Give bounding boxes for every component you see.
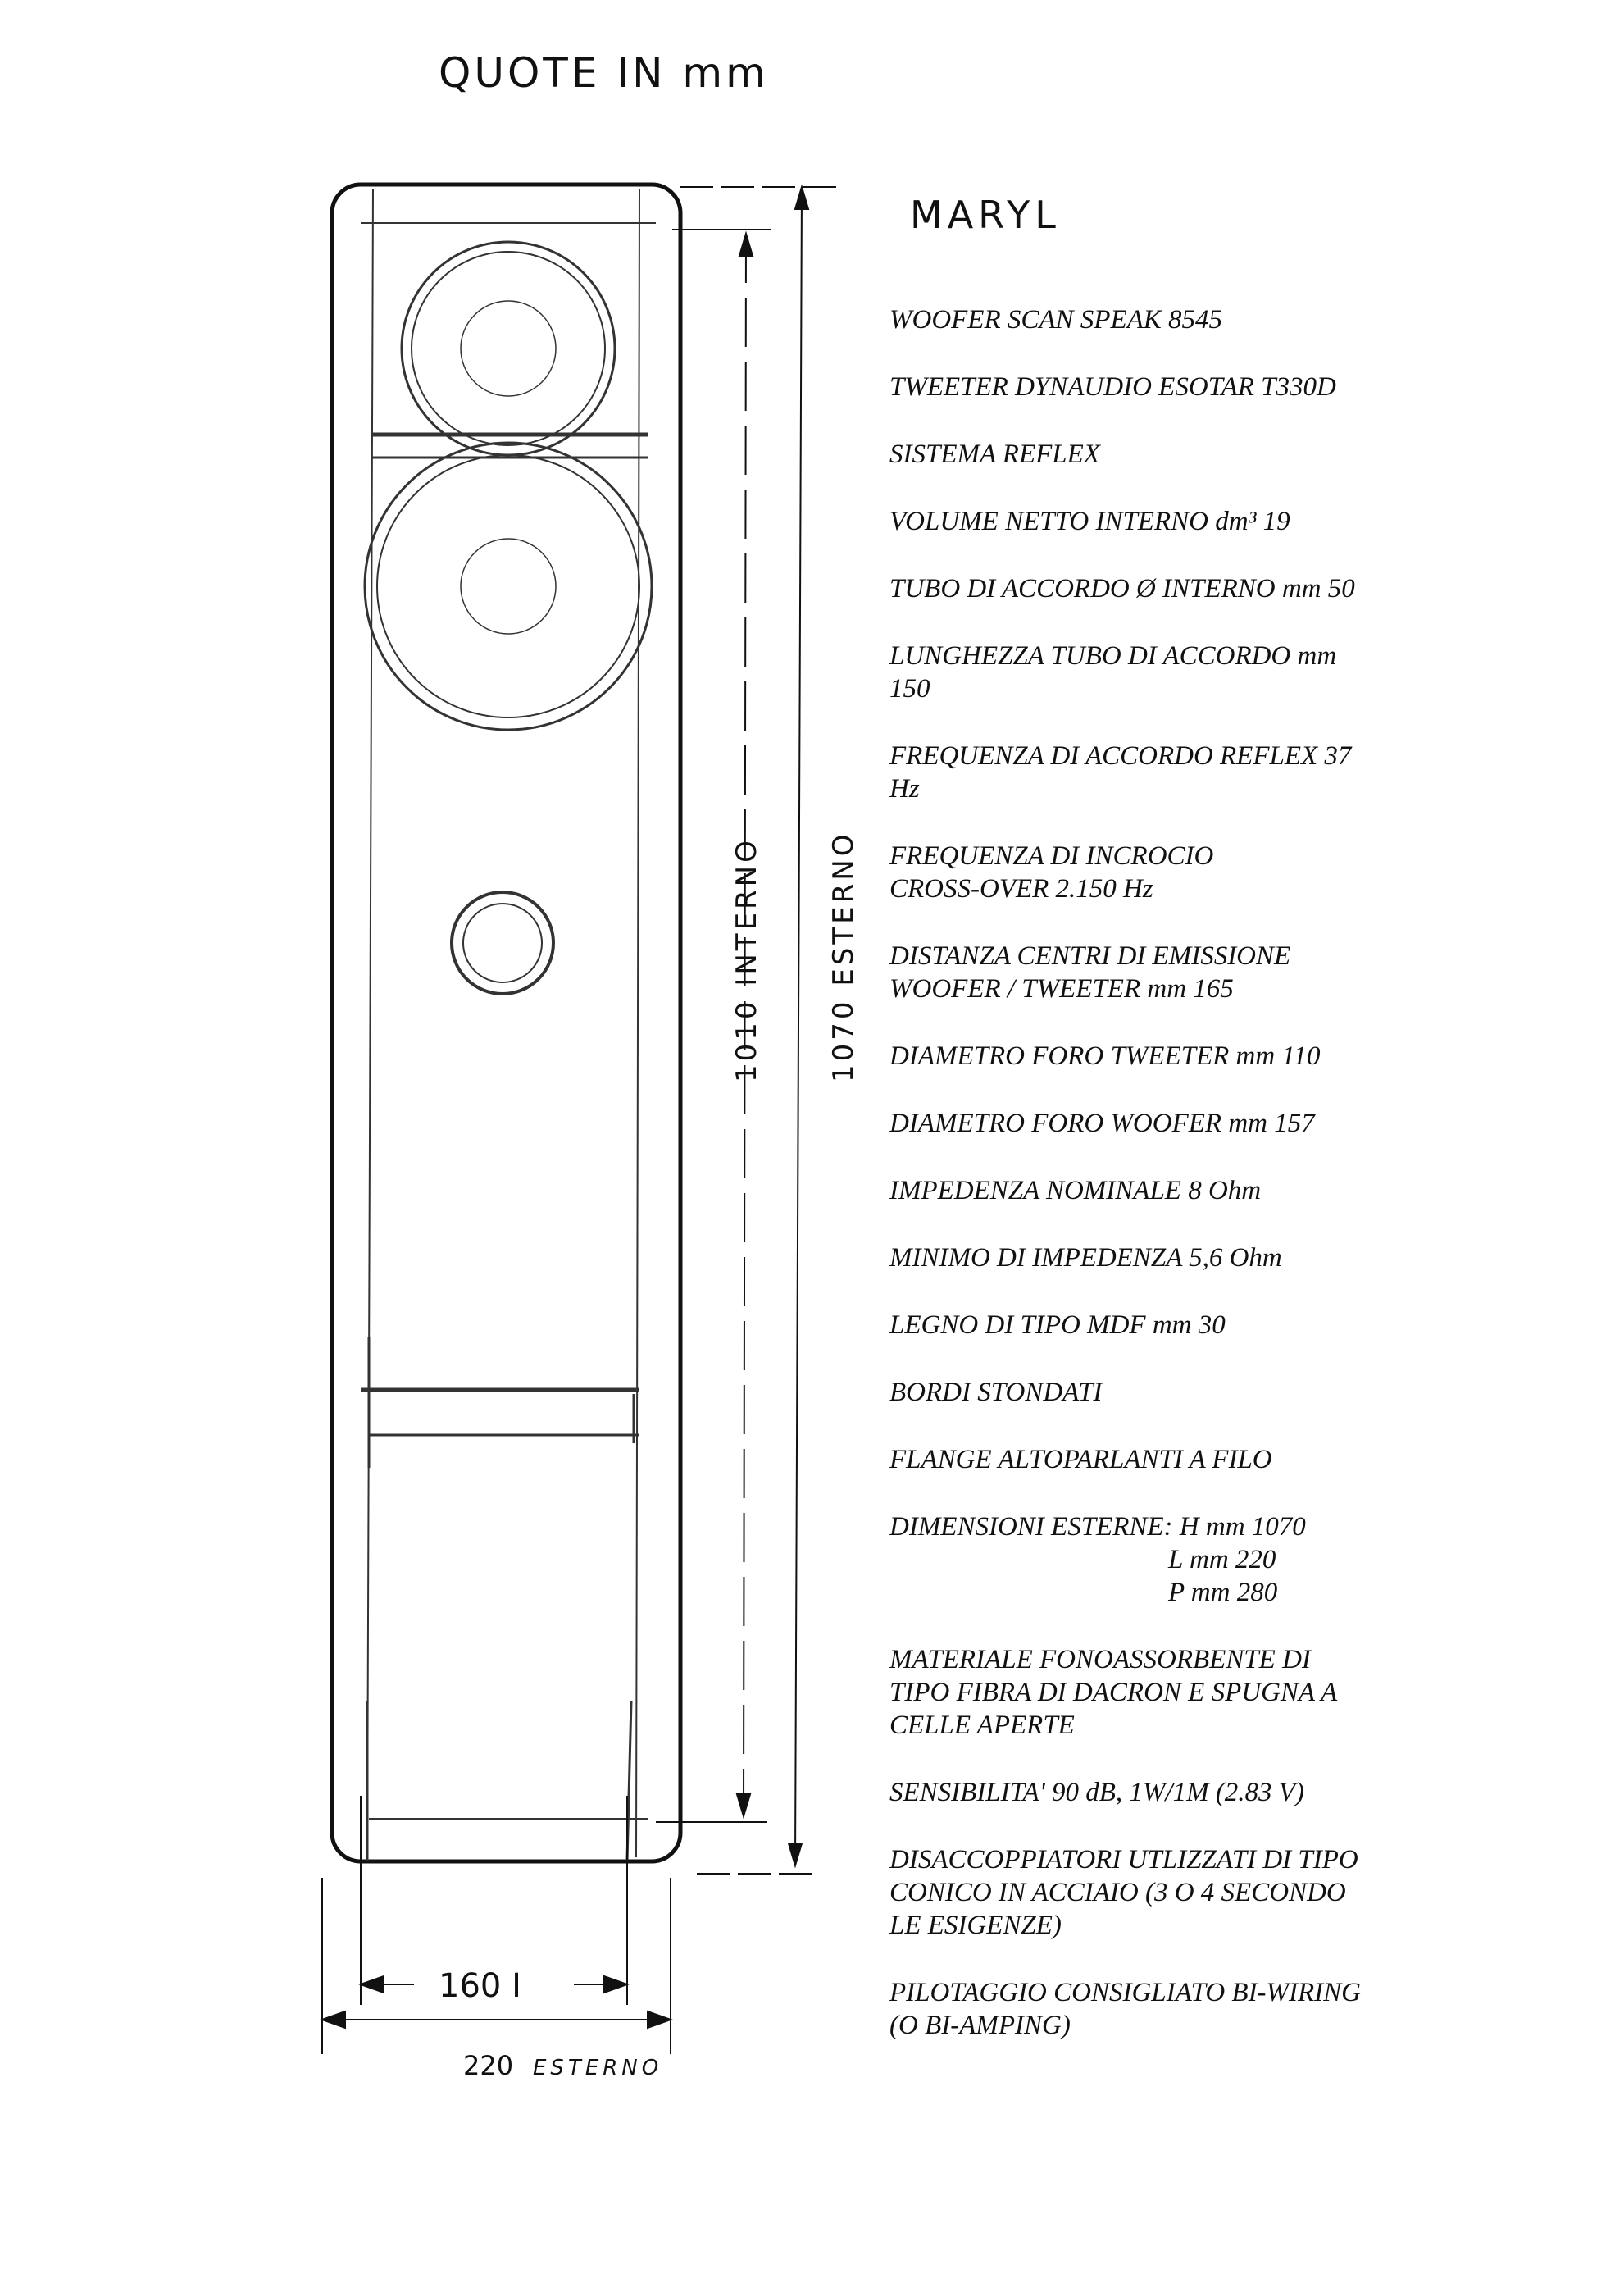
dim-external-arrow-top: [795, 187, 808, 209]
dim-external-width-arrow-right: [648, 2011, 671, 2028]
spec-item: [889, 740, 1463, 805]
spec-line: VOLUME NETTO INTERNO dm³ 19: [889, 507, 1290, 536]
spec-line: TWEETER DYNAUDIO ESOTAR T330D: [889, 372, 1336, 402]
spec-line: MATERIALE FONOASSORBENTE DI: [889, 1645, 1311, 1674]
spec-line: LUNGHEZZA TUBO DI ACCORDO mm: [889, 641, 1337, 671]
spec-line: DISTANZA CENTRI DI EMISSIONE: [889, 941, 1291, 971]
inner-wall-right: [636, 189, 639, 1857]
spec-line: TIPO FIBRA DI DACRON E SPUGNA A: [889, 1678, 1338, 1707]
spec-item: [889, 940, 1463, 1005]
spec-item: [889, 1174, 1463, 1207]
spec-line: MINIMO DI IMPEDENZA 5,6 Ohm: [889, 1243, 1282, 1273]
spec-line: DIMENSIONI ESTERNE: H mm 1070: [889, 1512, 1306, 1542]
spec-line: WOOFER SCAN SPEAK 8545: [889, 305, 1223, 335]
dim-internal-height-label: 1010 INTERNO: [730, 837, 763, 1082]
dim-external-width-label: ESTERNO: [533, 2056, 663, 2080]
spec-line: FLANGE ALTOPARLANTI A FILO: [889, 1445, 1272, 1474]
dim-internal-width-arrow-right: [604, 1976, 627, 1993]
spec-line: PILOTAGGIO CONSIGLIATO BI-WIRING: [889, 1978, 1362, 2007]
spec-item: [889, 505, 1463, 538]
spec-item: [889, 1040, 1463, 1073]
dim-internal-width-label: 160 I: [439, 1967, 521, 2005]
spec-line: FREQUENZA DI ACCORDO REFLEX 37: [889, 741, 1352, 771]
tweeter-ring: [412, 252, 605, 445]
spec-line: FREQUENZA DI INCROCIO: [889, 841, 1214, 871]
units-note: QUOTE IN mm: [439, 49, 769, 97]
spec-item: [889, 1843, 1463, 1942]
spec-item: [889, 840, 1463, 905]
spec-item: [889, 1776, 1463, 1809]
dim-internal-width-arrow-left: [361, 1976, 384, 1993]
dim-external-height-line: [795, 187, 802, 1866]
spec-line: SISTEMA REFLEX: [889, 440, 1100, 469]
spec-line: WOOFER / TWEETER mm 165: [889, 974, 1234, 1004]
dim-internal-arrow-bottom: [737, 1794, 750, 1816]
spec-line: CELLE APERTE: [889, 1711, 1075, 1740]
spec-item: [889, 1241, 1463, 1274]
spec-item: [889, 1309, 1463, 1342]
spec-line: Hz: [889, 774, 920, 804]
spec-line: DIAMETRO FORO WOOFER mm 157: [889, 1109, 1315, 1138]
spec-item: [889, 303, 1463, 336]
spec-line: (O BI-AMPING): [889, 2011, 1071, 2040]
spec-line: DIAMETRO FORO TWEETER mm 110: [889, 1041, 1321, 1071]
spec-line: TUBO DI ACCORDO Ø INTERNO mm 50: [889, 574, 1355, 604]
spec-item: [889, 572, 1463, 605]
dim-external-height-label: 1070 ESTERNO: [827, 831, 860, 1082]
spec-item: [889, 1510, 1463, 1609]
spec-item: [889, 1976, 1463, 2042]
tweeter-dome: [461, 301, 556, 396]
spec-item: [889, 371, 1463, 403]
woofer-ring: [377, 455, 639, 718]
spec-line: CROSS-OVER 2.150 Hz: [889, 874, 1153, 904]
inner-wall-left: [367, 189, 373, 1857]
reflex-port-outer: [452, 892, 553, 994]
reflex-port-inner: [463, 904, 542, 982]
dim-internal-arrow-top: [739, 234, 753, 256]
spec-line: LE ESIGENZE): [889, 1911, 1062, 1940]
spec-line: IMPEDENZA NOMINALE 8 Ohm: [889, 1176, 1262, 1205]
spec-list: [889, 303, 1463, 2076]
spec-line: SENSIBILITA' 90 dB, 1W/1M (2.83 V): [889, 1778, 1304, 1807]
spec-line: BORDI STONDATI: [889, 1378, 1103, 1407]
model-title: MARYL: [910, 193, 1061, 237]
woofer-outer: [365, 443, 652, 730]
tweeter-outer: [402, 242, 615, 455]
spec-item: [889, 640, 1463, 705]
woofer-dustcap: [461, 539, 556, 634]
dim-external-arrow-bottom: [789, 1843, 802, 1866]
dim-external-width-arrow-left: [322, 2011, 345, 2028]
spec-line: 150: [889, 674, 930, 704]
spec-line: LEGNO DI TIPO MDF mm 30: [889, 1310, 1226, 1340]
dim-external-width-value: 220: [463, 2050, 514, 2081]
spec-item: [889, 1643, 1463, 1742]
spec-dimension-line: L mm 220: [1168, 1545, 1276, 1574]
spec-dimension-line: P mm 280: [1168, 1578, 1278, 1607]
spec-line: DISACCOPPIATORI UTLIZZATI DI TIPO: [889, 1845, 1358, 1875]
spec-item: [889, 1376, 1463, 1409]
spec-item: [889, 438, 1463, 471]
spec-item: [889, 1107, 1463, 1140]
spec-line: CONICO IN ACCIAIO (3 O 4 SECONDO: [889, 1878, 1346, 1907]
spec-item: [889, 1443, 1463, 1476]
